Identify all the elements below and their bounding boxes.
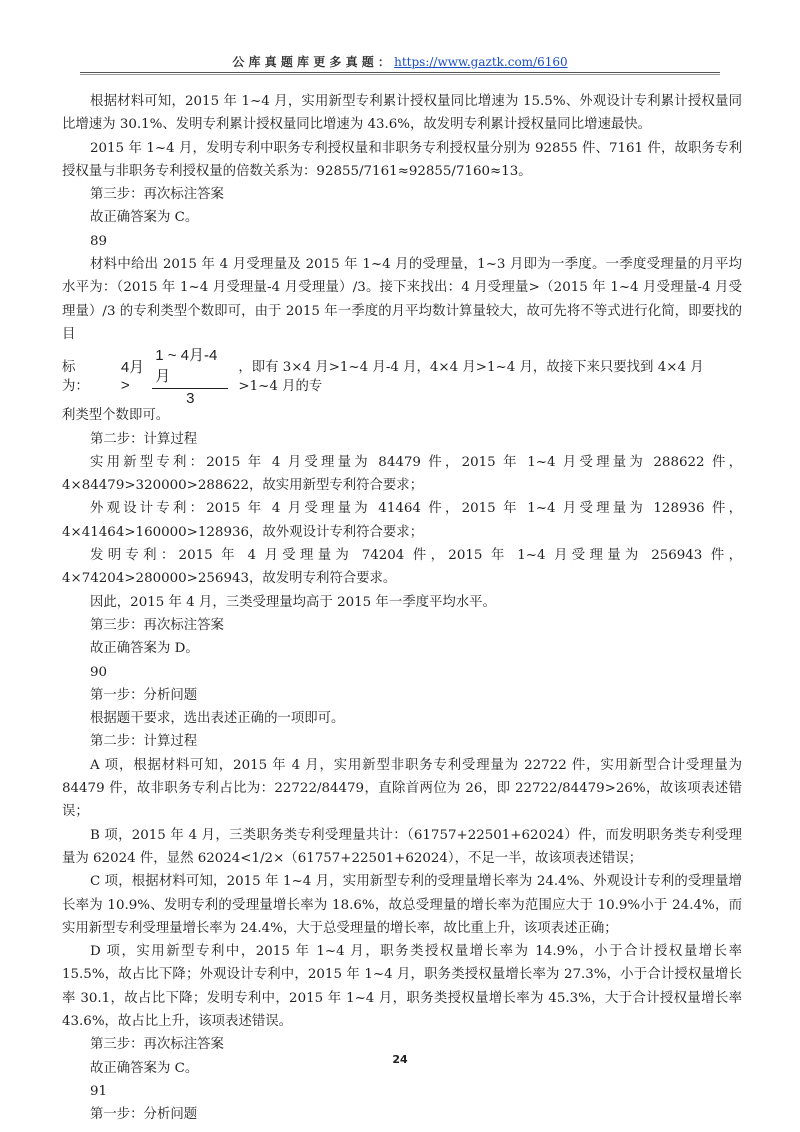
step-heading: 第三步：再次标注答案 xyxy=(90,187,224,203)
paragraph: 材料中给出 2015 年 4 月受理量及 2015 年 1~4 月的受理量，1~3 月即为一季度。一季度受理量的月平均水平为：（2015 年 1~4 月受理量-4 月受理量）/3。接下来找出：4 月受理量>（2015 年 1~4 月受理量-4 月受理量）/3 的专利类型个数即可，由于 2015 年一季度的月平均数计算量较大，故可先将不等式进行化简，即要找的目 xyxy=(62,257,742,342)
paragraph-continuation: 利类型个数即可。 xyxy=(62,408,170,424)
step-heading: 第二步：计算过程 xyxy=(90,431,198,447)
header-divider xyxy=(80,72,720,73)
formula-lhs: 4月> xyxy=(120,359,145,395)
paragraph: 因此，2015 年 4 月，三类受理量均高于 2015 年一季度平均水平。 xyxy=(90,594,496,610)
question-number: 90 xyxy=(90,664,108,680)
paragraph: 发明专利：2015 年 4 月受理量为 74204 件，2015 年 1~4 月受理量为 256943 件，4×74204>280000>256943，故发明专利符合要求。 xyxy=(62,548,742,587)
page-header xyxy=(0,53,800,70)
answer-line: 故正确答案为 D。 xyxy=(90,641,199,657)
fraction-numerator: 1 ~ 4月-4月 xyxy=(152,344,228,389)
option-analysis-d: D 项，实用新型专利中，2015 年 1~4 月，职务类授权量增长率为 14.9%，小于合计授权量增长率 15.5%，故占比下降；外观设计专利中，2015 年 1~4 月，职务类授权量增长率为 27.3%，小于合计授权量增长率 30.1，故占比下降；发明专利中，2015 年 1~4 月，职务类授权量增长率为 45.3%，大于合计授权量增长率 43.6%，故占比上升，该项表述错误。 xyxy=(62,944,742,1029)
paragraph: 根据题干要求，选出表述正确的一项即可。 xyxy=(90,711,345,727)
step-heading: 第三步：再次标注答案 xyxy=(90,1037,224,1053)
answer-line: 故正确答案为 C。 xyxy=(90,1060,199,1076)
option-analysis-b: B 项，2015 年 4 月，三类职务类专利受理量共计：（61757+22501+62024）件，而发明职务类专利受理量为 62024 件，显然 62024<1/2×（61757+22501+62024），不足一半，故该项表述错误； xyxy=(62,827,742,866)
step-heading: 第一步：分析问题 xyxy=(90,1107,198,1123)
header-label: 公 库 真 题 库 更 多 真 题 ： xyxy=(232,55,390,69)
header-divider-secondary xyxy=(80,74,720,75)
paragraph: 2015 年 1~4 月，发明专利中职务专利授权量和非职务专利授权量分别为 92855 件、7161 件，故职务专利授权量与非职务专利授权量的倍数关系为：92855/7161≈92855/7160≈13。 xyxy=(62,140,742,179)
step-heading: 第三步：再次标注答案 xyxy=(90,617,224,633)
step-heading: 第一步：分析问题 xyxy=(90,687,198,703)
document-body xyxy=(62,90,742,1126)
paragraph: 外观设计专利：2015 年 4 月受理量为 41464 件，2015 年 1~4 月受理量为 128936 件，4×41464>160000>128936，故外观设计专利符合要求； xyxy=(62,501,742,540)
paragraph: 根据材料可知，2015 年 1~4 月，实用新型专利累计授权量同比增速为 15.5%、外观设计专利累计授权量同比增速为 30.1%、发明专利累计授权量同比增速为 43.6%，故发明专利累计授权量同比增速最快。 xyxy=(62,94,742,133)
question-number: 89 xyxy=(90,233,108,249)
formula-tail: ，即有 3×4 月>1~4 月-4 月，4×4 月>1~4 月，故接下来只要找到 4×4 月>1~4 月的专 xyxy=(238,360,704,395)
formula-fraction xyxy=(152,344,228,407)
option-analysis-a: A 项，根据材料可知，2015 年 4 月，实用新型非职务专利受理量为 22722 件，实用新型合计受理量为 84479 件，故非职务专利占比为：22722/84479，直除首两位为 26，即 22722/84479>26%，故该项表述错误； xyxy=(62,757,742,820)
formula-lead: 标为： xyxy=(62,360,89,395)
page-number: 24 xyxy=(392,1053,408,1066)
step-heading: 第二步：计算过程 xyxy=(90,734,198,750)
option-analysis-c: C 项，根据材料可知，2015 年 1~4 月，实用新型专利的受理量增长率为 24.4%、外观设计专利的受理量增长率为 10.9%、发明专利的受理量增长率为 18.6%，故总受理量的增长率为范围应大于 10.9%小于 24.4%，而实用新型专利受理量增长率为 24.4%，大于总受理量的增长率，故比重上升，该项表述正确； xyxy=(62,874,742,936)
inequality-formula xyxy=(121,344,229,407)
formula-line xyxy=(62,346,742,407)
answer-line: 故正确答案为 C。 xyxy=(90,210,199,226)
paragraph: 实用新型专利：2015 年 4 月受理量为 84479 件，2015 年 1~4 月受理量为 288622 件，4×84479>320000>288622，故实用新型专利符合要求； xyxy=(62,454,742,494)
fraction-denominator: 3 xyxy=(186,389,195,407)
header-url-link[interactable]: https://www.gaztk.com/6160 xyxy=(394,55,568,69)
question-number: 91 xyxy=(90,1083,108,1099)
